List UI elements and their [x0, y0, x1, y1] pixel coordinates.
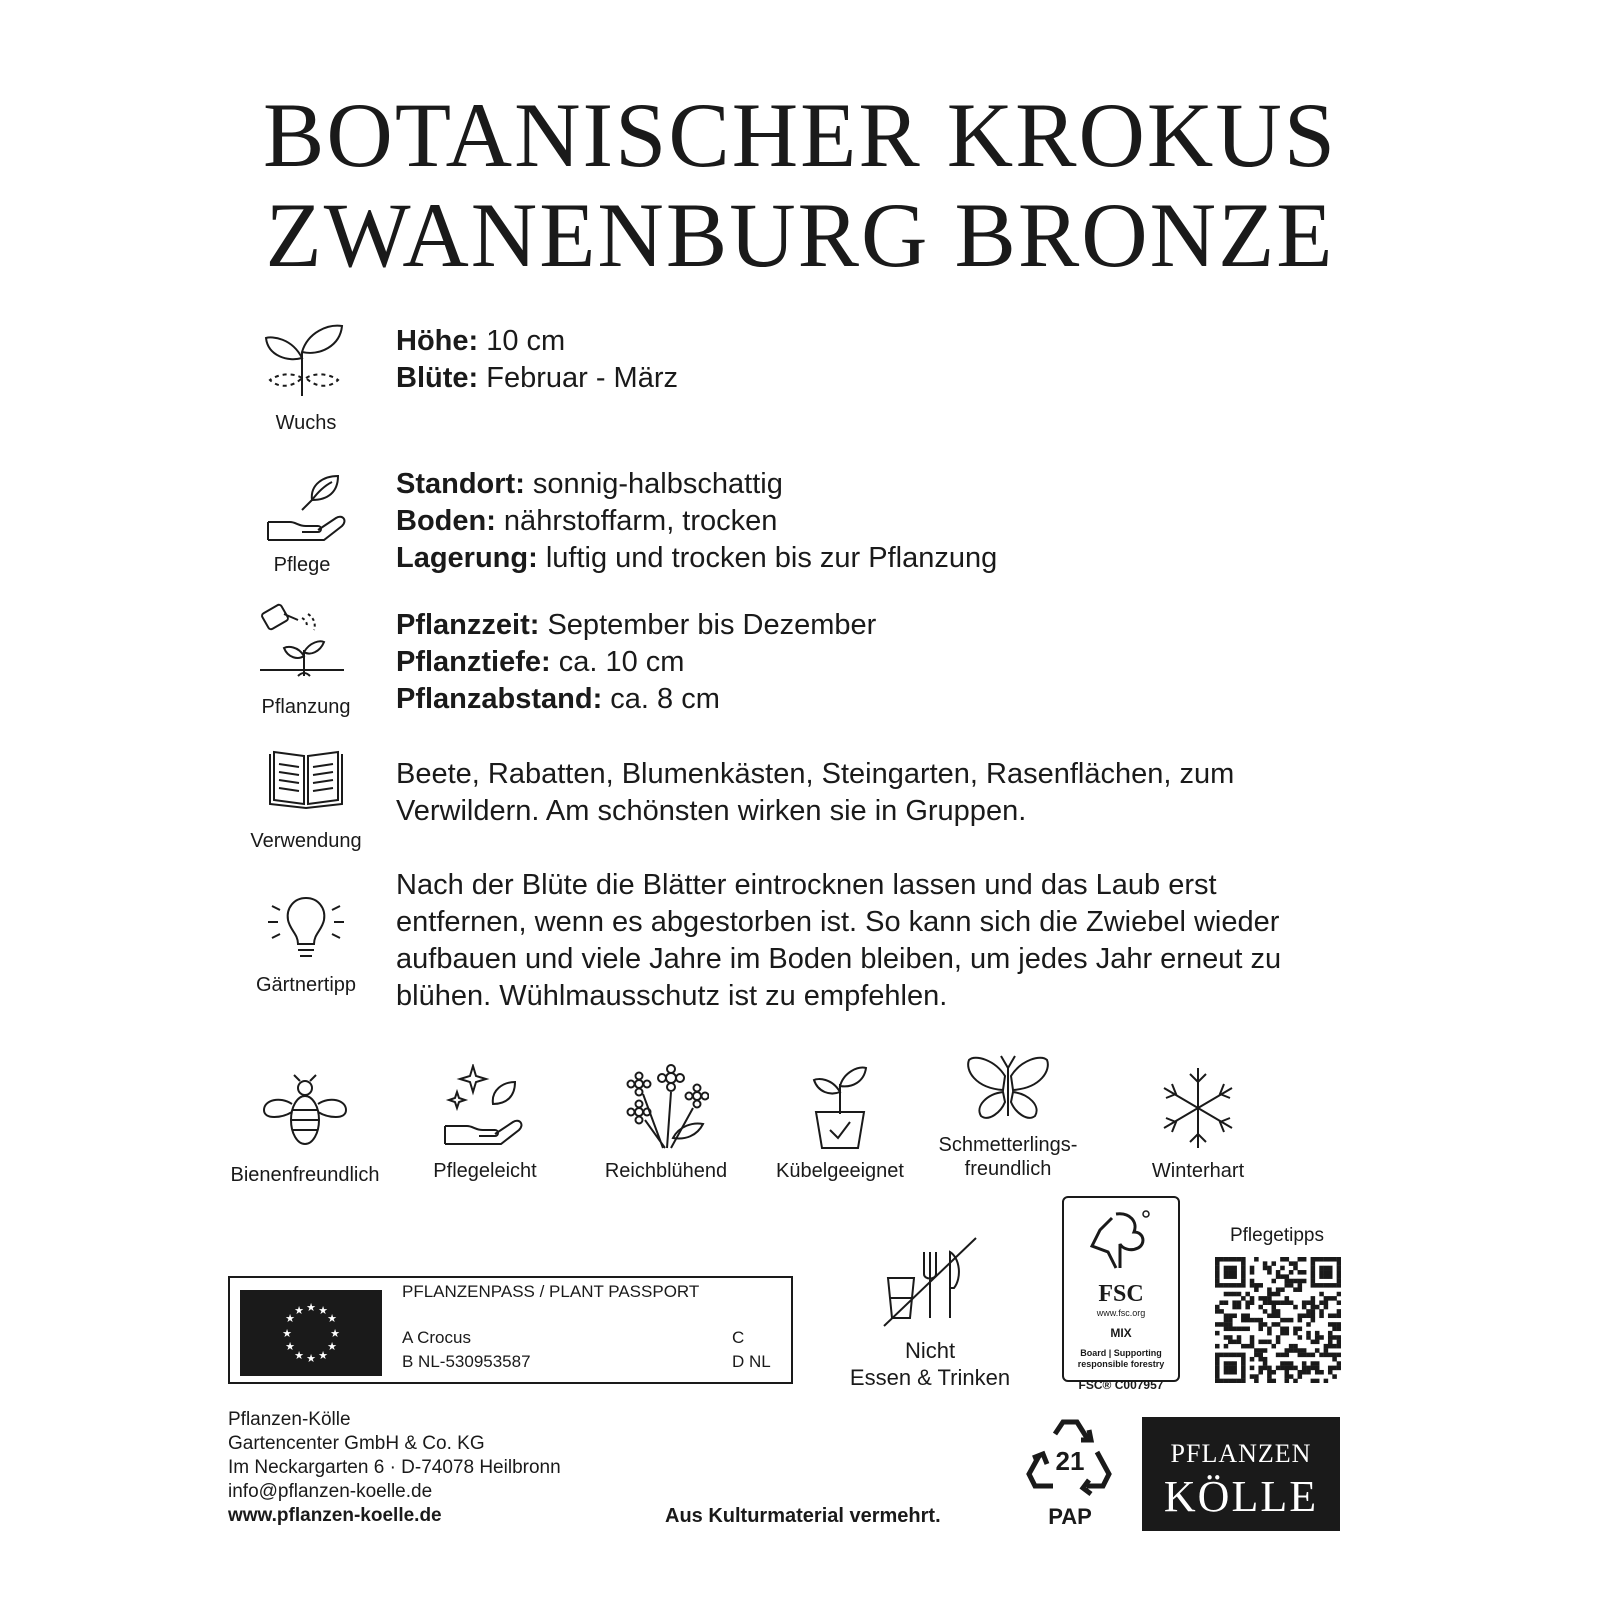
pflanzung-info [396, 607, 876, 718]
feature-label-1: Schmetterlings- [938, 1134, 1078, 1156]
pflanzung-label: Pflanzung [261, 696, 351, 718]
wuchs-label: Wuchs [275, 412, 337, 434]
pflege-info [396, 466, 997, 577]
pot-plant-icon [810, 1064, 870, 1150]
plant-passport [228, 1276, 793, 1384]
wuchs-info [396, 323, 678, 397]
nicht-line-1: Nicht [904, 1338, 956, 1363]
recycling-code: PAP [1048, 1504, 1092, 1529]
fsc-url: www.fsc.org [1096, 1308, 1146, 1318]
fsc-mix: MIX [1110, 1326, 1132, 1340]
logo-line-1: PFLANZEN [1170, 1439, 1312, 1468]
recycling-symbol [1025, 1418, 1115, 1530]
info-row: Pflanztiefe: ca. 10 cm [396, 646, 685, 678]
fsc-line-2: responsible forestry [1077, 1359, 1165, 1369]
info-row: Höhe: 10 cm [396, 325, 566, 357]
feature-label: Kübelgeeignet [776, 1160, 904, 1182]
address-web: www.pflanzen-koelle.de [228, 1505, 442, 1526]
feature-label: Pflegeleicht [433, 1160, 537, 1182]
svg-text:★: ★ [285, 1312, 295, 1325]
svg-text:★: ★ [327, 1340, 337, 1353]
info-row: Boden: nährstoffarm, trocken [396, 505, 778, 537]
feature-pflegeleicht [410, 1064, 560, 1183]
svg-text:★: ★ [318, 1304, 328, 1317]
feature-label: Bienenfreundlich [230, 1164, 380, 1186]
watering-can-icon [258, 600, 346, 686]
address-email: info@pflanzen-koelle.de [228, 1481, 433, 1502]
feature-winterhart [1118, 1066, 1278, 1183]
svg-text:★: ★ [294, 1304, 304, 1317]
eu-flag-icon [240, 1290, 382, 1376]
passport-title: PFLANZENPASS / PLANT PASSPORT [402, 1282, 700, 1301]
feature-reichbluehend [586, 1064, 746, 1183]
sprout-icon [262, 318, 346, 398]
svg-text:★: ★ [327, 1312, 337, 1325]
svg-text:★: ★ [318, 1349, 328, 1362]
address-line-1: Pflanzen-Kölle [228, 1409, 351, 1430]
butterfly-icon [965, 1054, 1051, 1124]
info-row: Lagerung: luftig und trocken bis zur Pflanzung [396, 542, 998, 574]
title-line-1: BOTANISCHER KROKUS [263, 84, 1337, 186]
pflege-label: Pflege [273, 554, 331, 576]
snowflake-icon [1158, 1066, 1238, 1150]
svg-text:★: ★ [282, 1327, 292, 1340]
svg-text:★: ★ [285, 1340, 295, 1353]
qr-code[interactable] [1215, 1257, 1341, 1383]
info-row: Standort: sonnig-halbschattig [396, 468, 783, 500]
feature-schmetterlingsfreundlich [928, 1054, 1088, 1181]
address-line-3: Im Neckargarten 6 · D-74078 Heilbronn [228, 1457, 561, 1478]
fsc-tree-icon [1086, 1208, 1156, 1274]
hand-leaf-icon [266, 474, 348, 546]
passport-d: D NL [732, 1352, 771, 1371]
feature-kuebelgeeignet [760, 1064, 920, 1183]
recycling-number: 21 [1055, 1446, 1085, 1476]
svg-text:★: ★ [306, 1352, 316, 1365]
passport-b: B NL-530953587 [402, 1352, 531, 1371]
svg-text:★: ★ [294, 1349, 304, 1362]
feature-label: Reichblühend [604, 1160, 728, 1182]
title-line-2: ZWANENBURG BRONZE [265, 184, 1335, 286]
feature-label-2: freundlich [964, 1158, 1052, 1180]
fsc-label [1062, 1196, 1180, 1392]
info-row: Blüte: Februar - März [396, 362, 678, 394]
passport-a: A Crocus [402, 1328, 471, 1347]
kultur-note: Aus Kulturmaterial vermehrt. [665, 1505, 941, 1527]
company-address [228, 1408, 561, 1528]
book-icon [268, 750, 344, 810]
pflanzen-koelle-logo [1142, 1417, 1340, 1531]
svg-text:★: ★ [306, 1301, 316, 1314]
flowers-icon [623, 1064, 709, 1150]
bee-icon [260, 1074, 350, 1150]
lightbulb-icon [264, 892, 348, 962]
passport-c: C [732, 1328, 745, 1347]
feature-label: Winterhart [1151, 1160, 1245, 1182]
info-row: Pflanzzeit: September bis Dezember [396, 609, 877, 641]
no-food-icon [880, 1232, 980, 1332]
address-line-2: Gartencenter GmbH & Co. KG [228, 1433, 485, 1454]
fsc-line-1: Board | Supporting [1080, 1348, 1162, 1358]
verwendung-text: Beete, Rabatten, Blumenkästen, Steingarten, Rasenflächen, zum Verwildern. Am schönsten wirken sie in Gruppen. [396, 758, 1235, 827]
qr-label: Pflegetipps [1229, 1225, 1324, 1246]
info-row: Pflanzabstand: ca. 8 cm [396, 683, 720, 715]
svg-text:★: ★ [330, 1327, 340, 1340]
feature-bienenfreundlich [220, 1074, 390, 1187]
logo-line-2: KÖLLE [1163, 1472, 1319, 1521]
verwendung-label: Verwendung [250, 830, 362, 852]
hand-sparkle-icon [443, 1064, 527, 1150]
gaertnertipp-label: Gärtnertipp [255, 974, 357, 996]
fsc-code: FSC® C007957 [1078, 1378, 1164, 1392]
gaertnertipp-text: Nach der Blüte die Blätter eintrocknen lassen und das Laub erst entfernen, wenn es abgestorben ist. So kann sich die Zwiebel wieder aufbauen und viele Jahre im Boden bleiben, um jedes Jahr erneut zu blühen. Wühlmausschutz ist zu empfehlen. [396, 869, 1282, 1012]
nicht-line-2: Essen & Trinken [849, 1365, 1011, 1390]
fsc-brand: FSC [1098, 1281, 1144, 1307]
no-eat-drink [830, 1232, 1030, 1391]
